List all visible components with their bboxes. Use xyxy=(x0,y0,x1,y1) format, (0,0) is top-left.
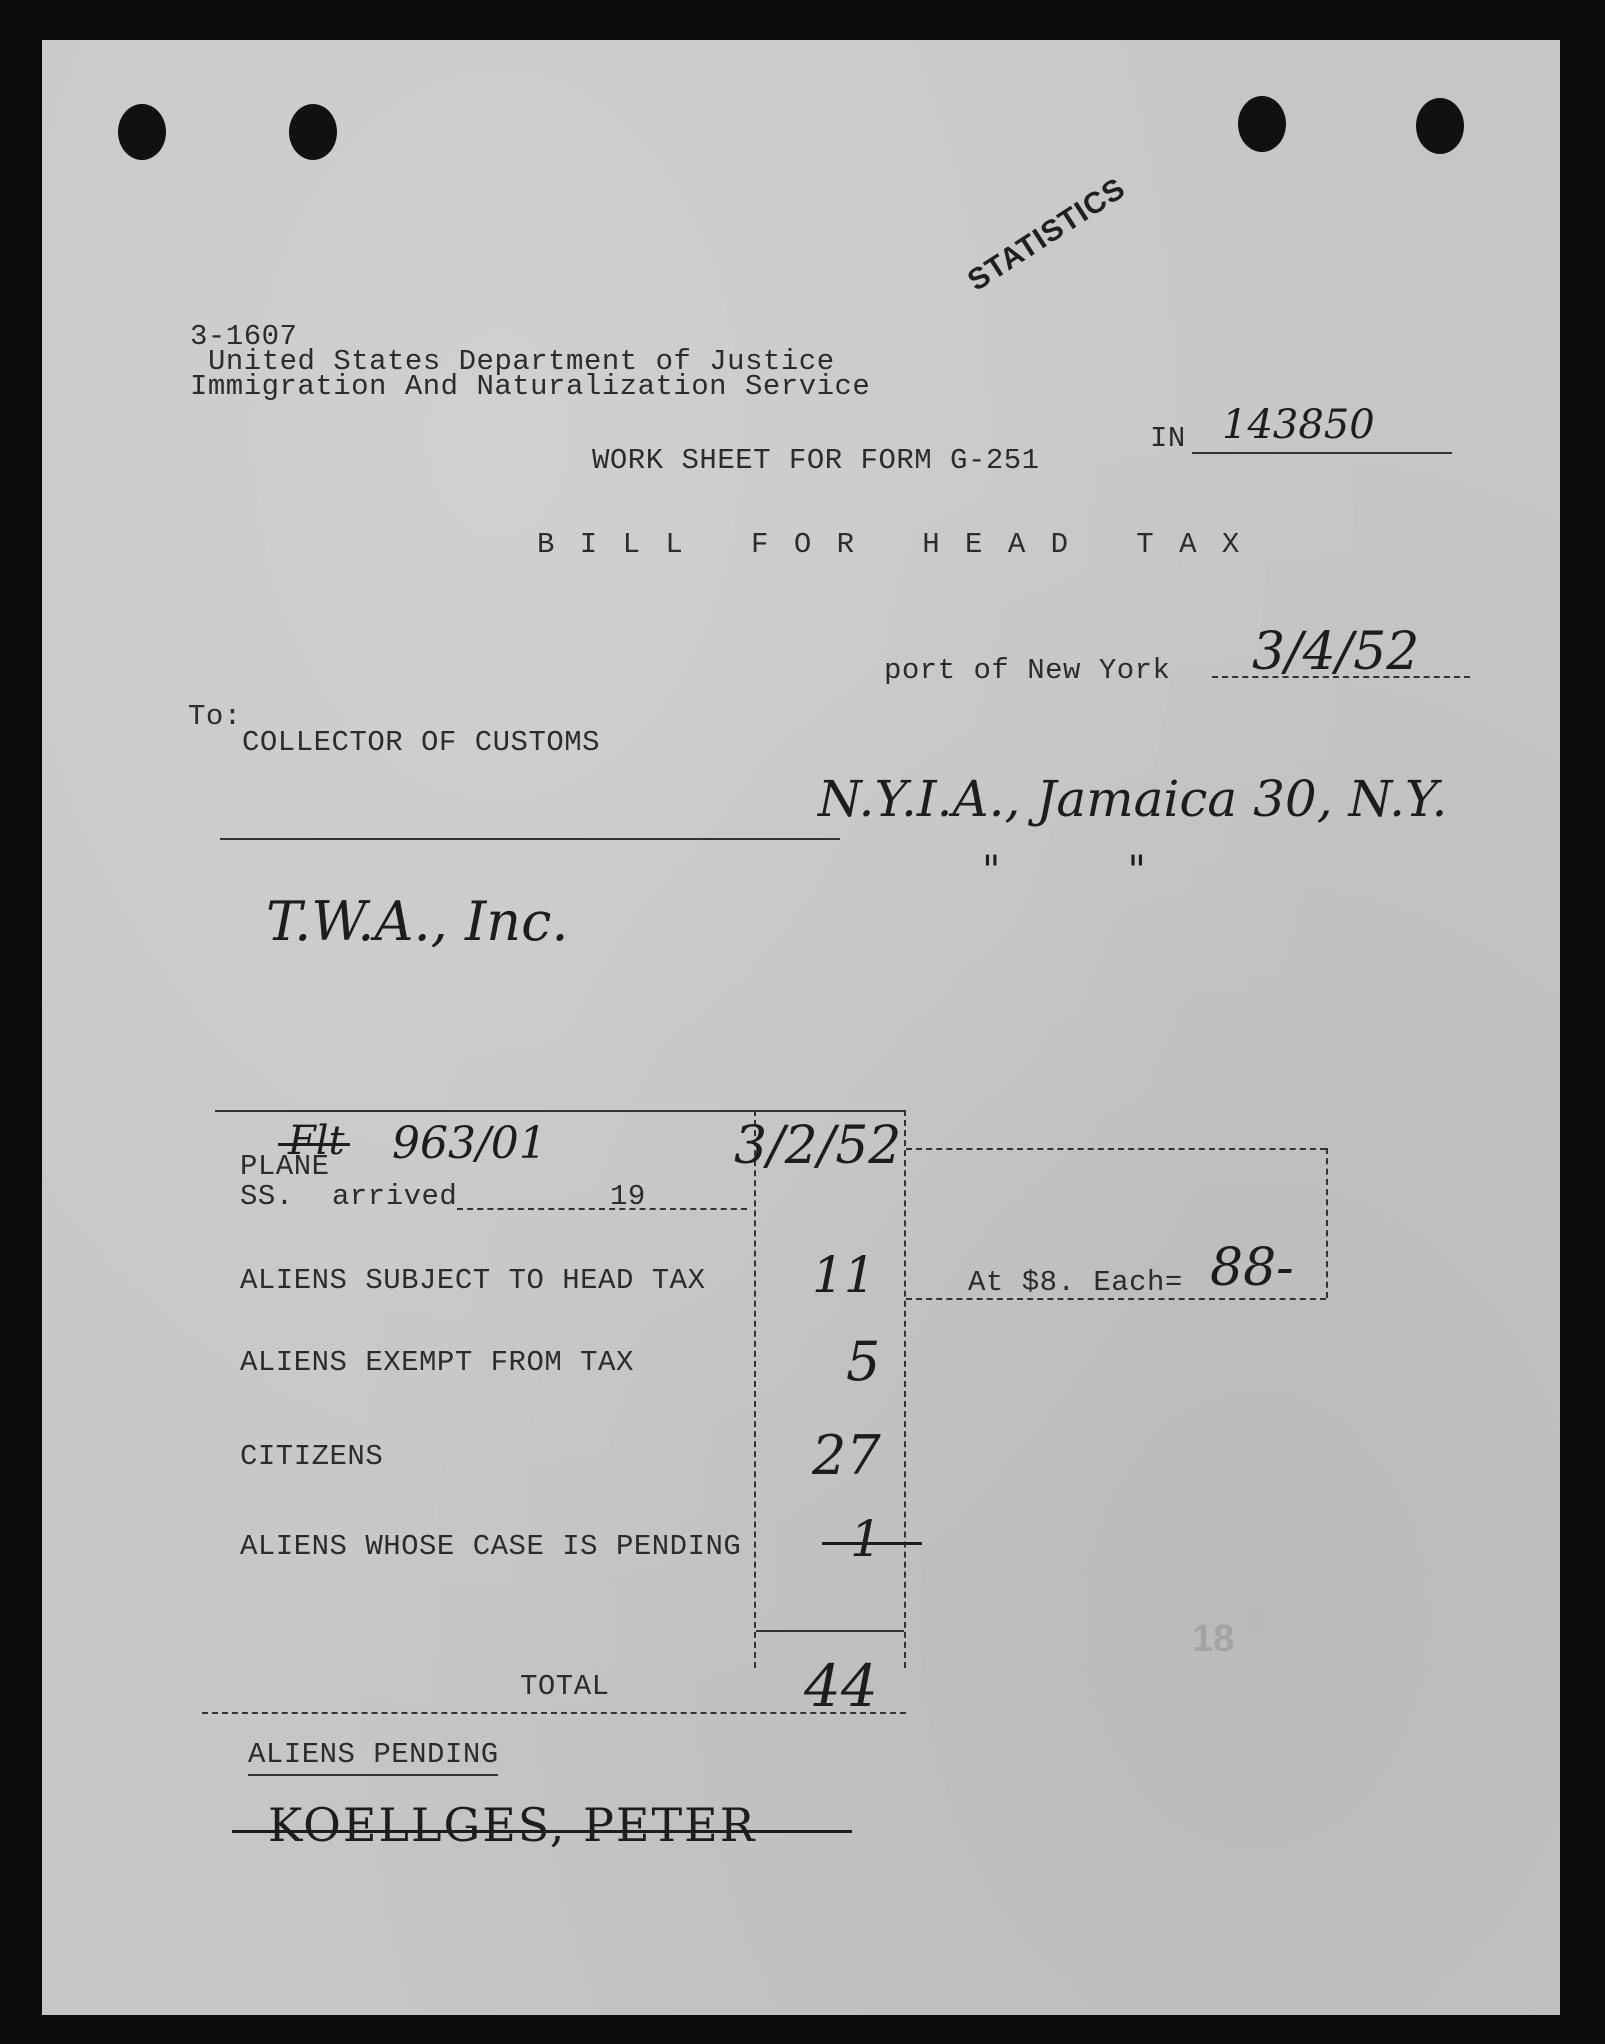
collector-address-line xyxy=(220,838,840,840)
pending-strikethrough xyxy=(822,1542,922,1545)
row-label-exempt: ALIENS EXEMPT FROM TAX xyxy=(240,1346,634,1379)
port-date-underline xyxy=(1212,676,1470,678)
arrived-label: arrived xyxy=(332,1180,458,1213)
in-label: IN xyxy=(1150,422,1186,455)
carrier-name: T.W.A., Inc. xyxy=(266,890,569,953)
ditto-marks: " " xyxy=(982,848,1146,894)
pending-alien-name: KOELLGES, PETER xyxy=(268,1798,757,1852)
worksheet-title: WORK SHEET FOR FORM G-251 xyxy=(592,444,1040,477)
statistics-stamp: STATISTICS xyxy=(962,171,1132,298)
in-number-underline xyxy=(1192,452,1452,454)
row-value-exempt: 5 xyxy=(846,1330,881,1393)
row-value-pending: 1 xyxy=(850,1510,882,1568)
collector-label: COLLECTOR OF CUSTOMS xyxy=(242,726,601,759)
row-label-subject-to-tax: ALIENS SUBJECT TO HEAD TAX xyxy=(240,1264,706,1297)
total-label: TOTAL xyxy=(520,1670,610,1703)
table-top-border xyxy=(215,1110,905,1112)
arrived-date-line xyxy=(457,1208,747,1210)
to-label: To: xyxy=(188,700,242,733)
flight-number: 963/01 xyxy=(392,1118,547,1169)
row-label-citizens: CITIZENS xyxy=(240,1440,384,1473)
tax-box-right xyxy=(1326,1148,1328,1298)
punch-hole xyxy=(289,104,337,160)
in-number: 143850 xyxy=(1222,402,1375,448)
aliens-pending-label: ALIENS PENDING xyxy=(248,1738,499,1771)
pending-name-strikethrough xyxy=(232,1830,852,1833)
year-label: 19 xyxy=(610,1180,646,1213)
ss-label: SS. xyxy=(240,1180,294,1213)
row-value-citizens: 27 xyxy=(812,1424,881,1487)
bill-title: B I L L F O R H E A D T A X xyxy=(537,528,1244,561)
punch-hole xyxy=(1238,96,1286,152)
plane-label: PLANE xyxy=(240,1150,330,1183)
table-column-divider xyxy=(754,1110,756,1668)
punch-hole xyxy=(1416,98,1464,154)
punch-hole xyxy=(118,104,166,160)
tax-box-top xyxy=(906,1148,1326,1150)
port-label: port of New York xyxy=(884,654,1171,687)
faint-page-number: 18 xyxy=(1192,1618,1235,1660)
tax-amount: 88- xyxy=(1210,1238,1294,1298)
total-separator xyxy=(756,1630,904,1632)
document-sheet xyxy=(42,40,1560,2015)
tax-rate-label: At $8. Each= xyxy=(968,1266,1183,1299)
table-bottom-border xyxy=(202,1712,906,1714)
table-right-border xyxy=(904,1110,906,1668)
service-name: Immigration And Naturalization Service xyxy=(190,370,871,403)
form-number: 3-1607 xyxy=(190,320,298,353)
handwritten-location: N.Y.I.A., Jamaica 30, N.Y. xyxy=(818,770,1448,828)
flight-struck: Flt xyxy=(288,1118,345,1164)
arrival-date: 3/2/52 xyxy=(734,1116,902,1176)
row-value-subject-to-tax: 11 xyxy=(812,1246,876,1304)
department-name: United States Department of Justice xyxy=(208,345,835,378)
total-value: 44 xyxy=(804,1652,878,1720)
port-date: 3/4/52 xyxy=(1252,622,1420,682)
flight-strikethrough xyxy=(278,1143,350,1146)
tax-box-bottom xyxy=(906,1298,1326,1300)
aliens-pending-underline xyxy=(248,1774,498,1776)
row-label-pending: ALIENS WHOSE CASE IS PENDING xyxy=(240,1530,742,1563)
